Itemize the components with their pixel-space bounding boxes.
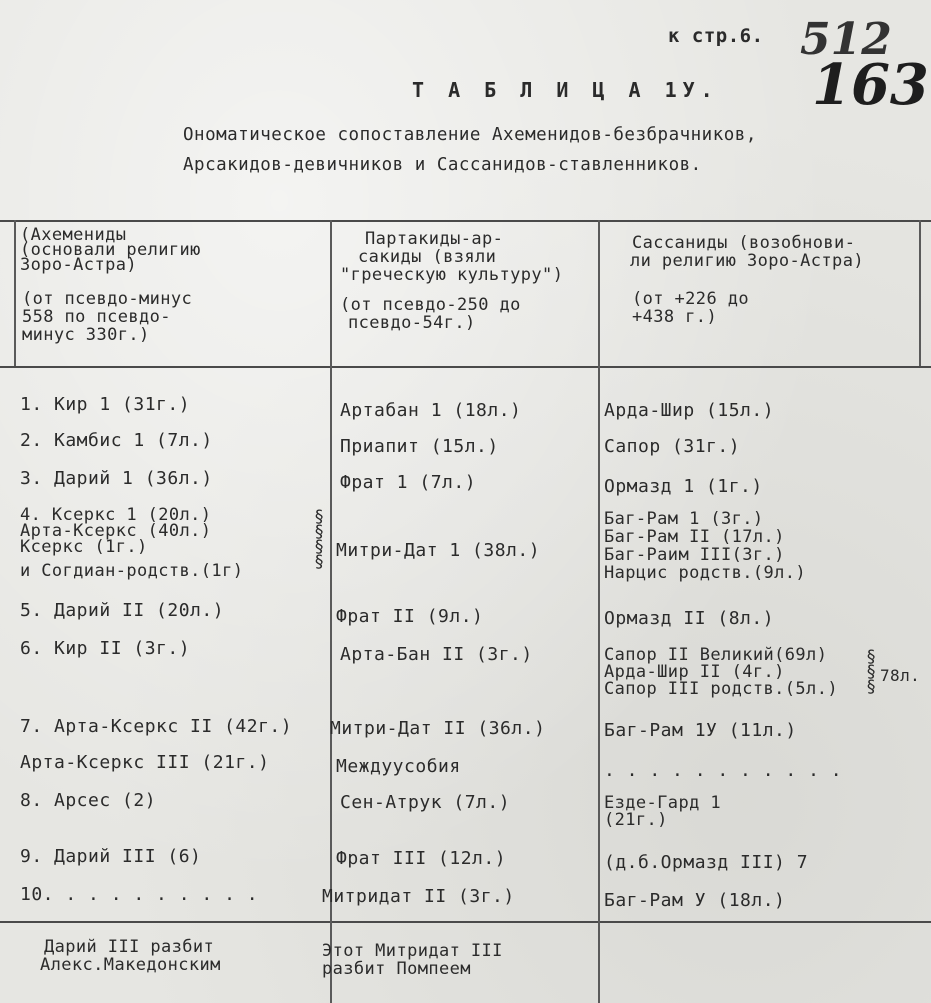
row6-col1: 6. Кир II (3г.) <box>20 638 191 659</box>
range-col3-line-2: +438 г.) <box>632 307 718 327</box>
row4-col1-line-2: Арта-Ксеркс (40л.) <box>20 521 212 541</box>
row3-col2: Фрат 1 (7л.) <box>340 472 477 493</box>
row1-col3: Арда-Шир (15л.) <box>604 400 775 421</box>
row4-col3-line-3: Баг-Раим III(3г.) <box>604 545 785 565</box>
row7-col2: Митри-Дат II (36л.) <box>330 718 546 739</box>
row5-col2: Фрат II (9л.) <box>336 606 484 627</box>
row9-col3-line-1: Езде-Гард 1 <box>604 793 721 813</box>
row2-col2: Приапит (15л.) <box>340 436 499 457</box>
footer-col2-line-1: Этот Митридат III <box>322 941 503 961</box>
range-col1-line-1: (от псевдо-минус <box>22 289 193 309</box>
handwritten-number-top: 512 <box>800 14 892 65</box>
row10-col1: 9. Дарий III (6) <box>20 846 202 867</box>
header-bottom-border <box>0 366 931 368</box>
row3-col3: Ормазд 1 (1г.) <box>604 476 763 497</box>
row4-col3-line-2: Баг-Рам II (17л.) <box>604 527 785 547</box>
page-reference: к стр.6. <box>668 25 764 47</box>
range-col3-line-1: (от +226 до <box>632 289 749 309</box>
column-divider-2 <box>598 220 600 1003</box>
handwritten-number-bottom: 163 <box>812 52 929 118</box>
row7-col3: Баг-Рам 1У (11л.) <box>604 720 797 741</box>
row8-col3: . . . . . . . . . . . <box>604 760 843 781</box>
row1-col1: 1. Кир 1 (31г.) <box>20 394 191 415</box>
row4-col1-brace: § § § § <box>314 507 325 572</box>
row3-col1: 3. Дарий 1 (36л.) <box>20 468 213 489</box>
row5-col3: Ормазд II (8л.) <box>604 608 775 629</box>
row6-col3-line-3: Сапор III родств.(5л.) <box>604 679 838 699</box>
row6-col3-brace: § § § <box>866 647 877 697</box>
subtitle-line-2: Арсакидов-девичников и Сассанидов-ставленников. <box>183 155 702 175</box>
row4-col2: Митри-Дат 1 (38л.) <box>336 540 541 561</box>
range-col1-line-3: минус 330г.) <box>22 325 150 345</box>
row7-col1: 7. Арта-Ксеркс II (42г.) <box>20 716 293 737</box>
row4-col1-line-1: 4. Ксеркс 1 (20л.) <box>20 505 212 525</box>
row2-col3: Сапор (31г.) <box>604 436 741 457</box>
footer-col1-line-2: Алекс.Македонским <box>40 955 221 975</box>
row11-col1: 10. . . . . . . . . . <box>20 884 259 905</box>
table-top-border <box>0 220 931 222</box>
table-title: Т А Б Л И Ц А 1У. <box>412 78 719 102</box>
row9-col2: Сен-Атрук (7л.) <box>340 792 511 813</box>
subtitle-line-1: Ономатическое сопоставление Ахеменидов-безбрачников, <box>183 125 757 145</box>
row1-col2: Артабан 1 (18л.) <box>340 400 522 421</box>
row4-col3-line-1: Баг-Рам 1 (3г.) <box>604 509 764 529</box>
row9-col1: 8. Арсес (2) <box>20 790 157 811</box>
header-col2-line-2: сакиды (взяли <box>358 247 497 267</box>
row6-col3-note: 78л. <box>880 666 921 685</box>
row8-col1: Арта-Ксеркс III (21г.) <box>20 752 270 773</box>
row4-col3-line-4: Нарцис родств.(9л.) <box>604 563 807 583</box>
row11-col2: Митридат II (3г.) <box>322 886 515 907</box>
row11-col3: Баг-Рам У (18л.) <box>604 890 786 911</box>
row5-col1: 5. Дарий II (20л.) <box>20 600 225 621</box>
header-col1-line-1: (Ахемениды <box>20 225 127 245</box>
row2-col1: 2. Камбис 1 (7л.) <box>20 430 213 451</box>
row4-col1-line-3: Ксеркс (1г.) <box>20 537 148 557</box>
range-col2-line-1: (от псевдо-250 до <box>340 295 521 315</box>
range-col1-line-2: 558 по псевдо- <box>22 307 171 327</box>
header-col2-line-1: Партакиды-ар- <box>365 229 504 249</box>
footer-top-border <box>0 921 931 923</box>
row6-col3-line-2: Арда-Шир II (4г.) <box>604 662 785 682</box>
row8-col2: Междуусобия <box>336 756 461 777</box>
right-border <box>919 220 921 366</box>
row10-col3: (д.б.Ормазд III) 7 <box>604 852 809 873</box>
row6-col2: Арта-Бан II (3г.) <box>340 644 533 665</box>
row6-col3-line-1: Сапор II Великий(69л) <box>604 645 828 665</box>
header-col1-line-2: (основали религию <box>20 240 201 260</box>
footer-col2-line-2: разбит Помпеем <box>322 959 471 979</box>
row9-col3-line-2: (21г.) <box>604 810 668 830</box>
footer-col1-line-1: Дарий III разбит <box>44 937 215 957</box>
range-col2-line-2: псевдо-54г.) <box>348 313 476 333</box>
header-col1-line-3: Зоро-Астра) <box>20 255 137 275</box>
header-col3-line-1: Сассаниды (возобнови- <box>632 233 856 253</box>
row4-col1-line-4: и Согдиан-родств.(1г) <box>20 561 244 581</box>
row10-col2: Фрат III (12л.) <box>336 848 507 869</box>
left-border <box>14 220 16 366</box>
header-col3-line-2: ли религию Зоро-Астра) <box>630 251 864 271</box>
header-col2-line-3: "греческую культуру") <box>340 265 564 285</box>
